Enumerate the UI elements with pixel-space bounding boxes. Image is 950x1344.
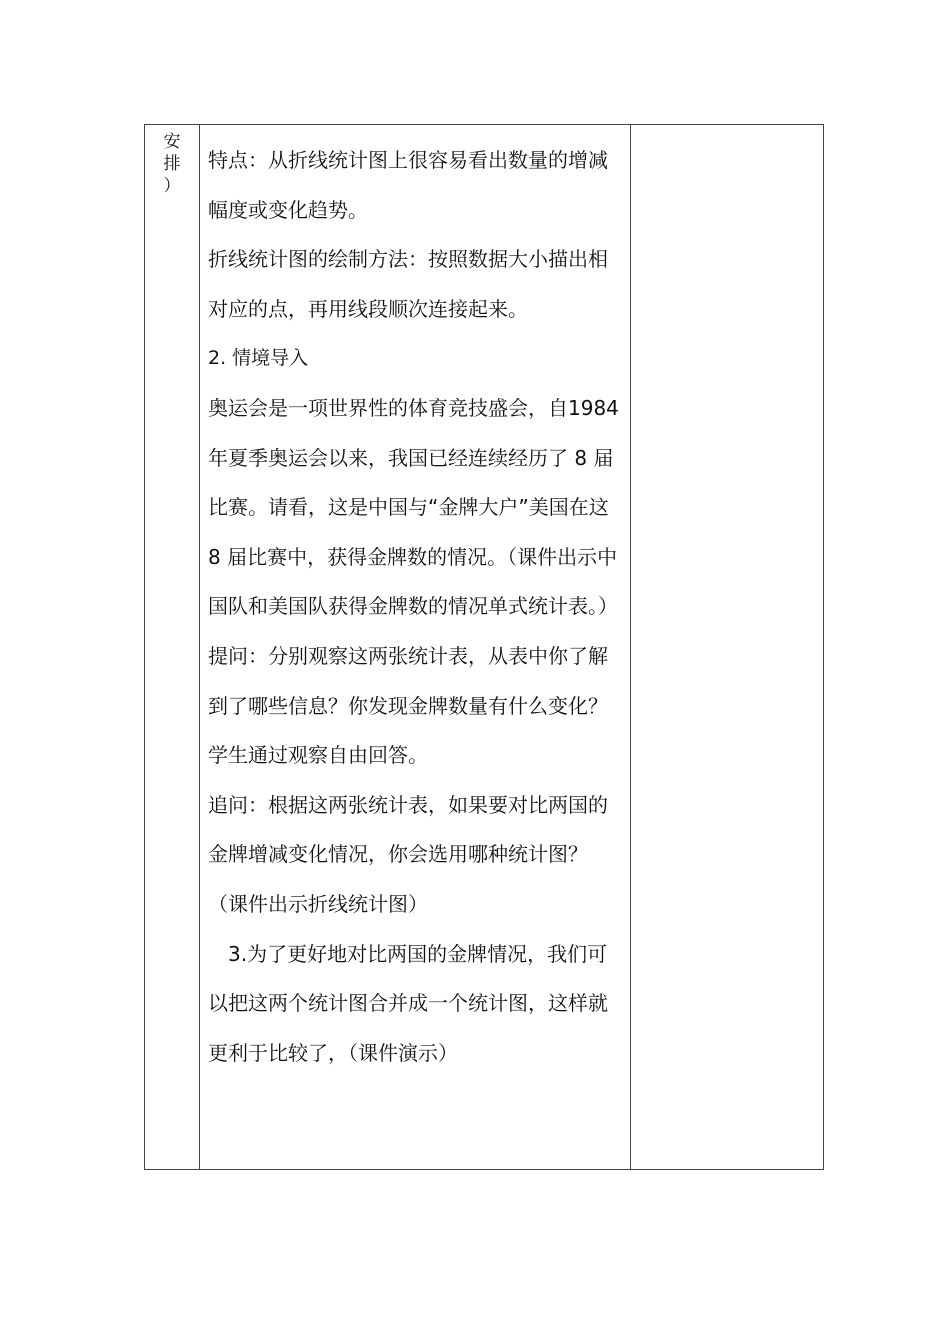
teaching-process-cell [200,125,631,1169]
lesson-plan-table [144,124,824,1170]
section-label-char-2: 排 [163,154,181,174]
section-label-char-3: ） [163,176,181,196]
student-answer-paragraph: 学生通过观察自由回答。 [208,743,428,768]
question-paragraph: 提问：分别观察这两张统计表，从表中你了解到了哪些信息？你发现金牌数量有什么变化？ [208,643,608,718]
situation-intro-heading: 2. 情境导入 [208,347,309,370]
combine-charts-paragraph: 3.为了更好地对比两国的金牌情况，我们可以把这两个统计图合并成一个统计图，这样就更利于比较了，（课件演示） [208,941,608,1065]
section-label-char-1: 安 [163,132,181,152]
notes-cell [631,125,823,1169]
olympics-intro-paragraph: 奥运会是一项世界性的体育竞技盛会，自1984 年夏季奥运会以来，我国已经连续经历了 8 届比赛。请看，这是中国与“金牌大户”美国在这 8 届比赛中，获得金牌数的情况。（课件出示中国队和美国队获得金牌数的情况单式统计表。） [208,395,626,619]
line-chart-features-paragraph: 特点：从折线统计图上很容易看出数量的增减幅度或变化趋势。 [208,148,608,222]
section-label-cell [145,125,200,1169]
line-chart-drawing-method-paragraph: 折线统计图的绘制方法：按照数据大小描出相对应的点，再用线段顺次连接起来。 [208,247,608,321]
follow-up-question-paragraph: 追问：根据这两张统计表，如果要对比两国的金牌增减变化情况，你会选用哪种统计图？（课件出示折线统计图） [208,792,608,916]
